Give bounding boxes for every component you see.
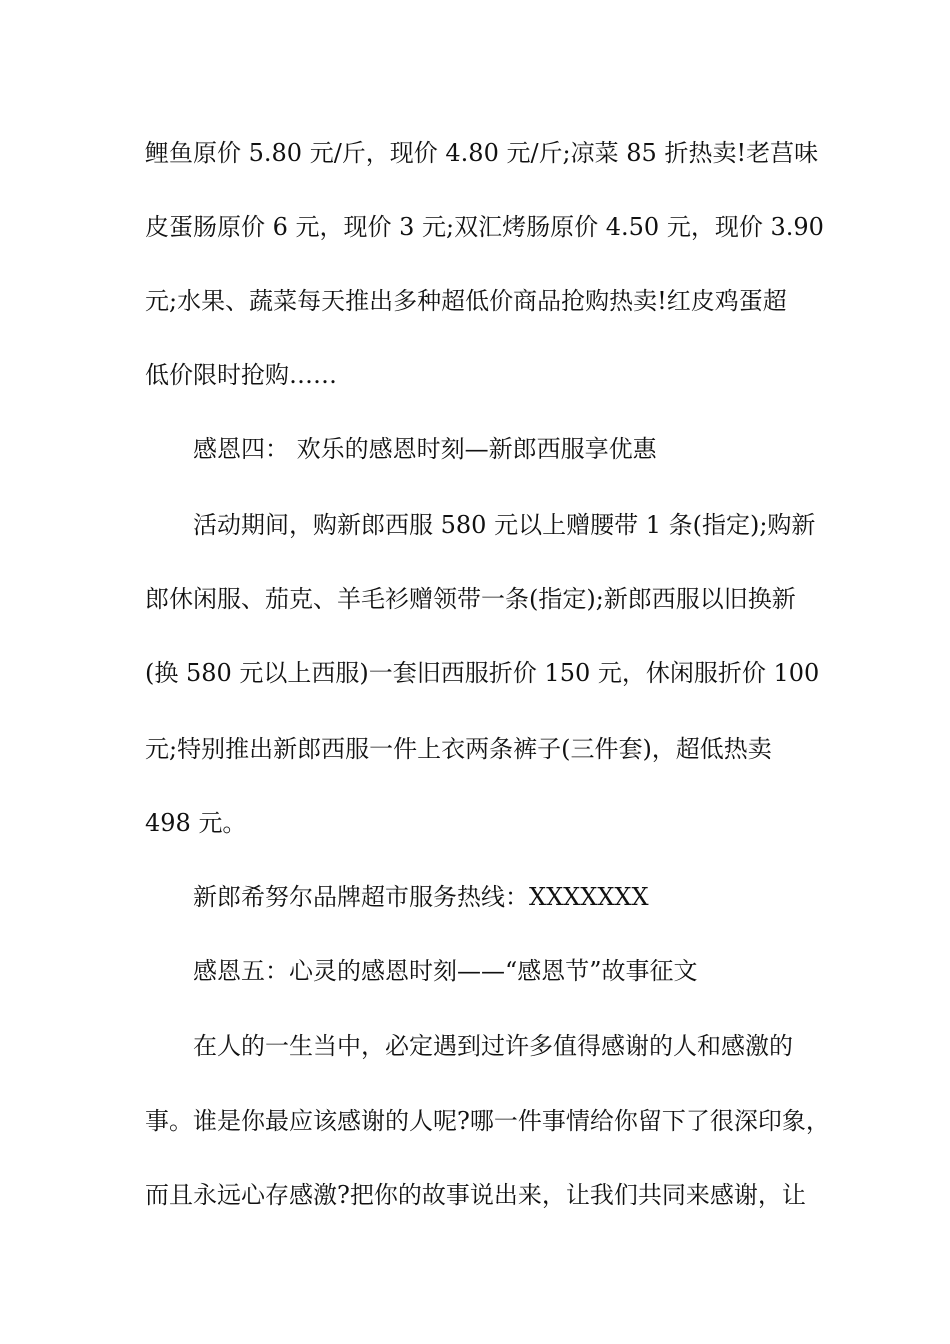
text-line-7: 郎休闲服、茄克、羊毛衫赠领带一条(指定);新郎西服以旧换新 <box>145 585 796 613</box>
service-hotline: 新郎希努尔品牌超市服务热线：XXXXXXX <box>193 883 649 911</box>
text-line-4: 低价限时抢购…… <box>145 361 337 389</box>
text-line-13: 在人的一生当中，必定遇到过许多值得感谢的人和感激的 <box>193 1032 793 1060</box>
text-line-14: 事。谁是你最应该感谢的人呢?哪一件事情给你留下了很深印象， <box>145 1107 830 1135</box>
text-line-3: 元;水果、蔬菜每天推出多种超低价商品抢购热卖!红皮鸡蛋超 <box>145 287 787 315</box>
text-line-8: (换 580 元以上西服)一套旧西服折价 150 元，休闲服折价 100 <box>145 659 820 687</box>
text-line-1: 鲤鱼原价 5.80 元/斤，现价 4.80 元/斤;凉菜 85 折热卖!老莒味 <box>145 139 819 167</box>
section-heading-4: 感恩四： 欢乐的感恩时刻—新郎西服享优惠 <box>193 435 657 463</box>
section-heading-5: 感恩五：心灵的感恩时刻——“感恩节”故事征文 <box>193 957 698 985</box>
text-line-15: 而且永远心存感激?把你的故事说出来，让我们共同来感谢，让 <box>145 1181 806 1209</box>
text-line-9: 元;特别推出新郎西服一件上衣两条裤子(三件套)，超低热卖 <box>145 735 772 763</box>
text-line-10: 498 元。 <box>145 809 247 837</box>
text-line-2: 皮蛋肠原价 6 元，现价 3 元;双汇烤肠原价 4.50 元，现价 3.90 <box>145 213 824 241</box>
text-line-6: 活动期间，购新郎西服 580 元以上赠腰带 1 条(指定);购新 <box>193 511 816 539</box>
